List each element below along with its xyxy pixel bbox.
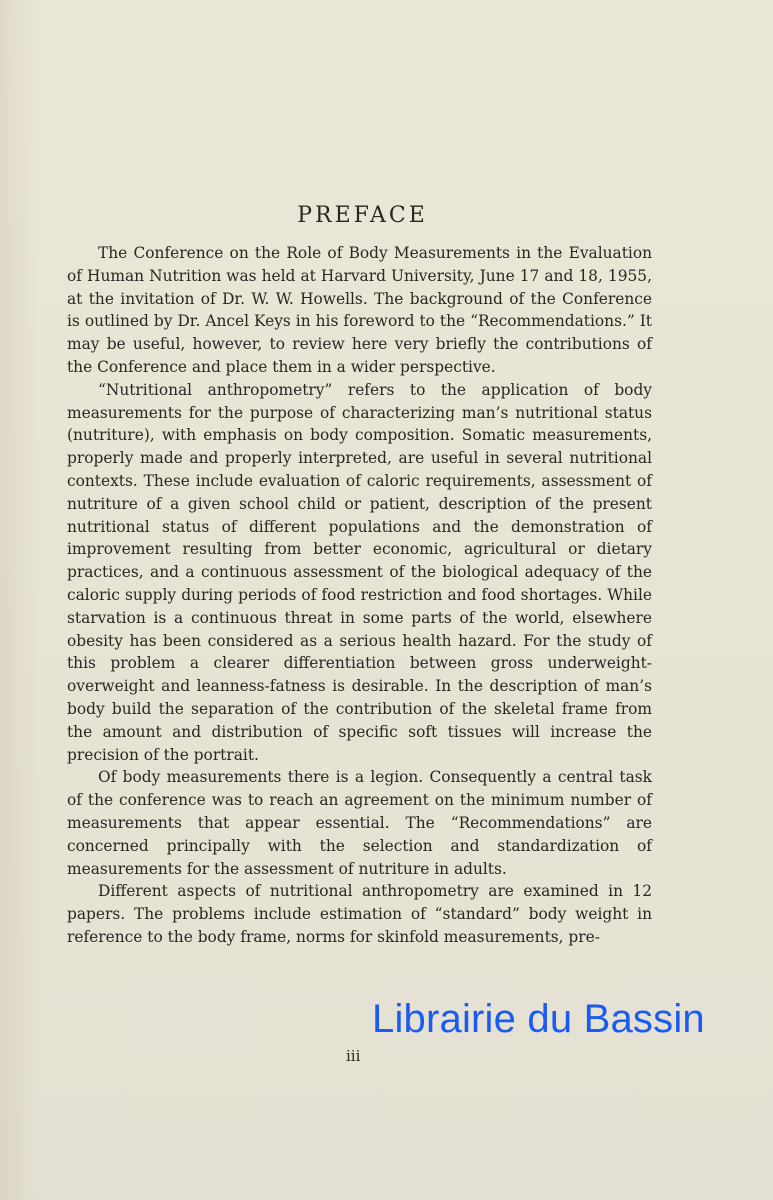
page-title: PREFACE: [297, 202, 428, 228]
paragraph-1: The Conference on the Role of Body Measurements in the Evaluation of Human Nutrition was held at Harvard University, June 17 and 18, 1955, at the invitation of Dr. W. W. Howells. The background of the Conference is outlined by Dr. Ancel Keys in his foreword to the “Recommendations.” It may be useful, however, to review here very briefly the contributions of the Conference and place them in a wider perspective.: [67, 244, 652, 376]
watermark-text: Librairie du Bassin: [372, 997, 705, 1041]
paragraph-2: “Nutritional anthropometry” refers to the application of body measurements for the purpose of characterizing man’s nutritional status (nutriture), with emphasis on body composition. Somatic measurements, properly made and properly interpreted, are useful in several nutritional contexts. These include evaluation of caloric requirements, assessment of nutriture of a given school child or patient, description of the present nutritional status of different populations and the demonstration of improvement resulting from better economic, agricultural or dietary practices, and a continuous assessment of the biological adequacy of the caloric supply during periods of food restriction and food shortages. While starvation is a continuous threat in some parts of the world, elsewhere obesity has been considered as a serious health hazard. For the study of this problem a clearer differentiation between gross underweight-overweight and leanness-fatness is desirable. In the description of man’s body build the separation of the contribution of the skeletal frame from the amount and distribution of specific soft tissues will increase the precision of the portrait.: [67, 380, 652, 764]
paragraph-4: Different aspects of nutritional anthropometry are examined in 12 papers. The problems include estimation of “standard” body weight in reference to the body frame, norms for skinfold measurements, pre-: [67, 882, 652, 946]
paragraph-3: Of body measurements there is a legion. Consequently a central task of the conference was to reach an agreement on the minimum number of measurements that appear essential. The “Recommendations” are concerned principally with the selection and standardization of measurements for the assessment of nutriture in adults.: [67, 768, 652, 878]
preface-body: [67, 242, 652, 949]
page-number: iii: [346, 1047, 361, 1065]
